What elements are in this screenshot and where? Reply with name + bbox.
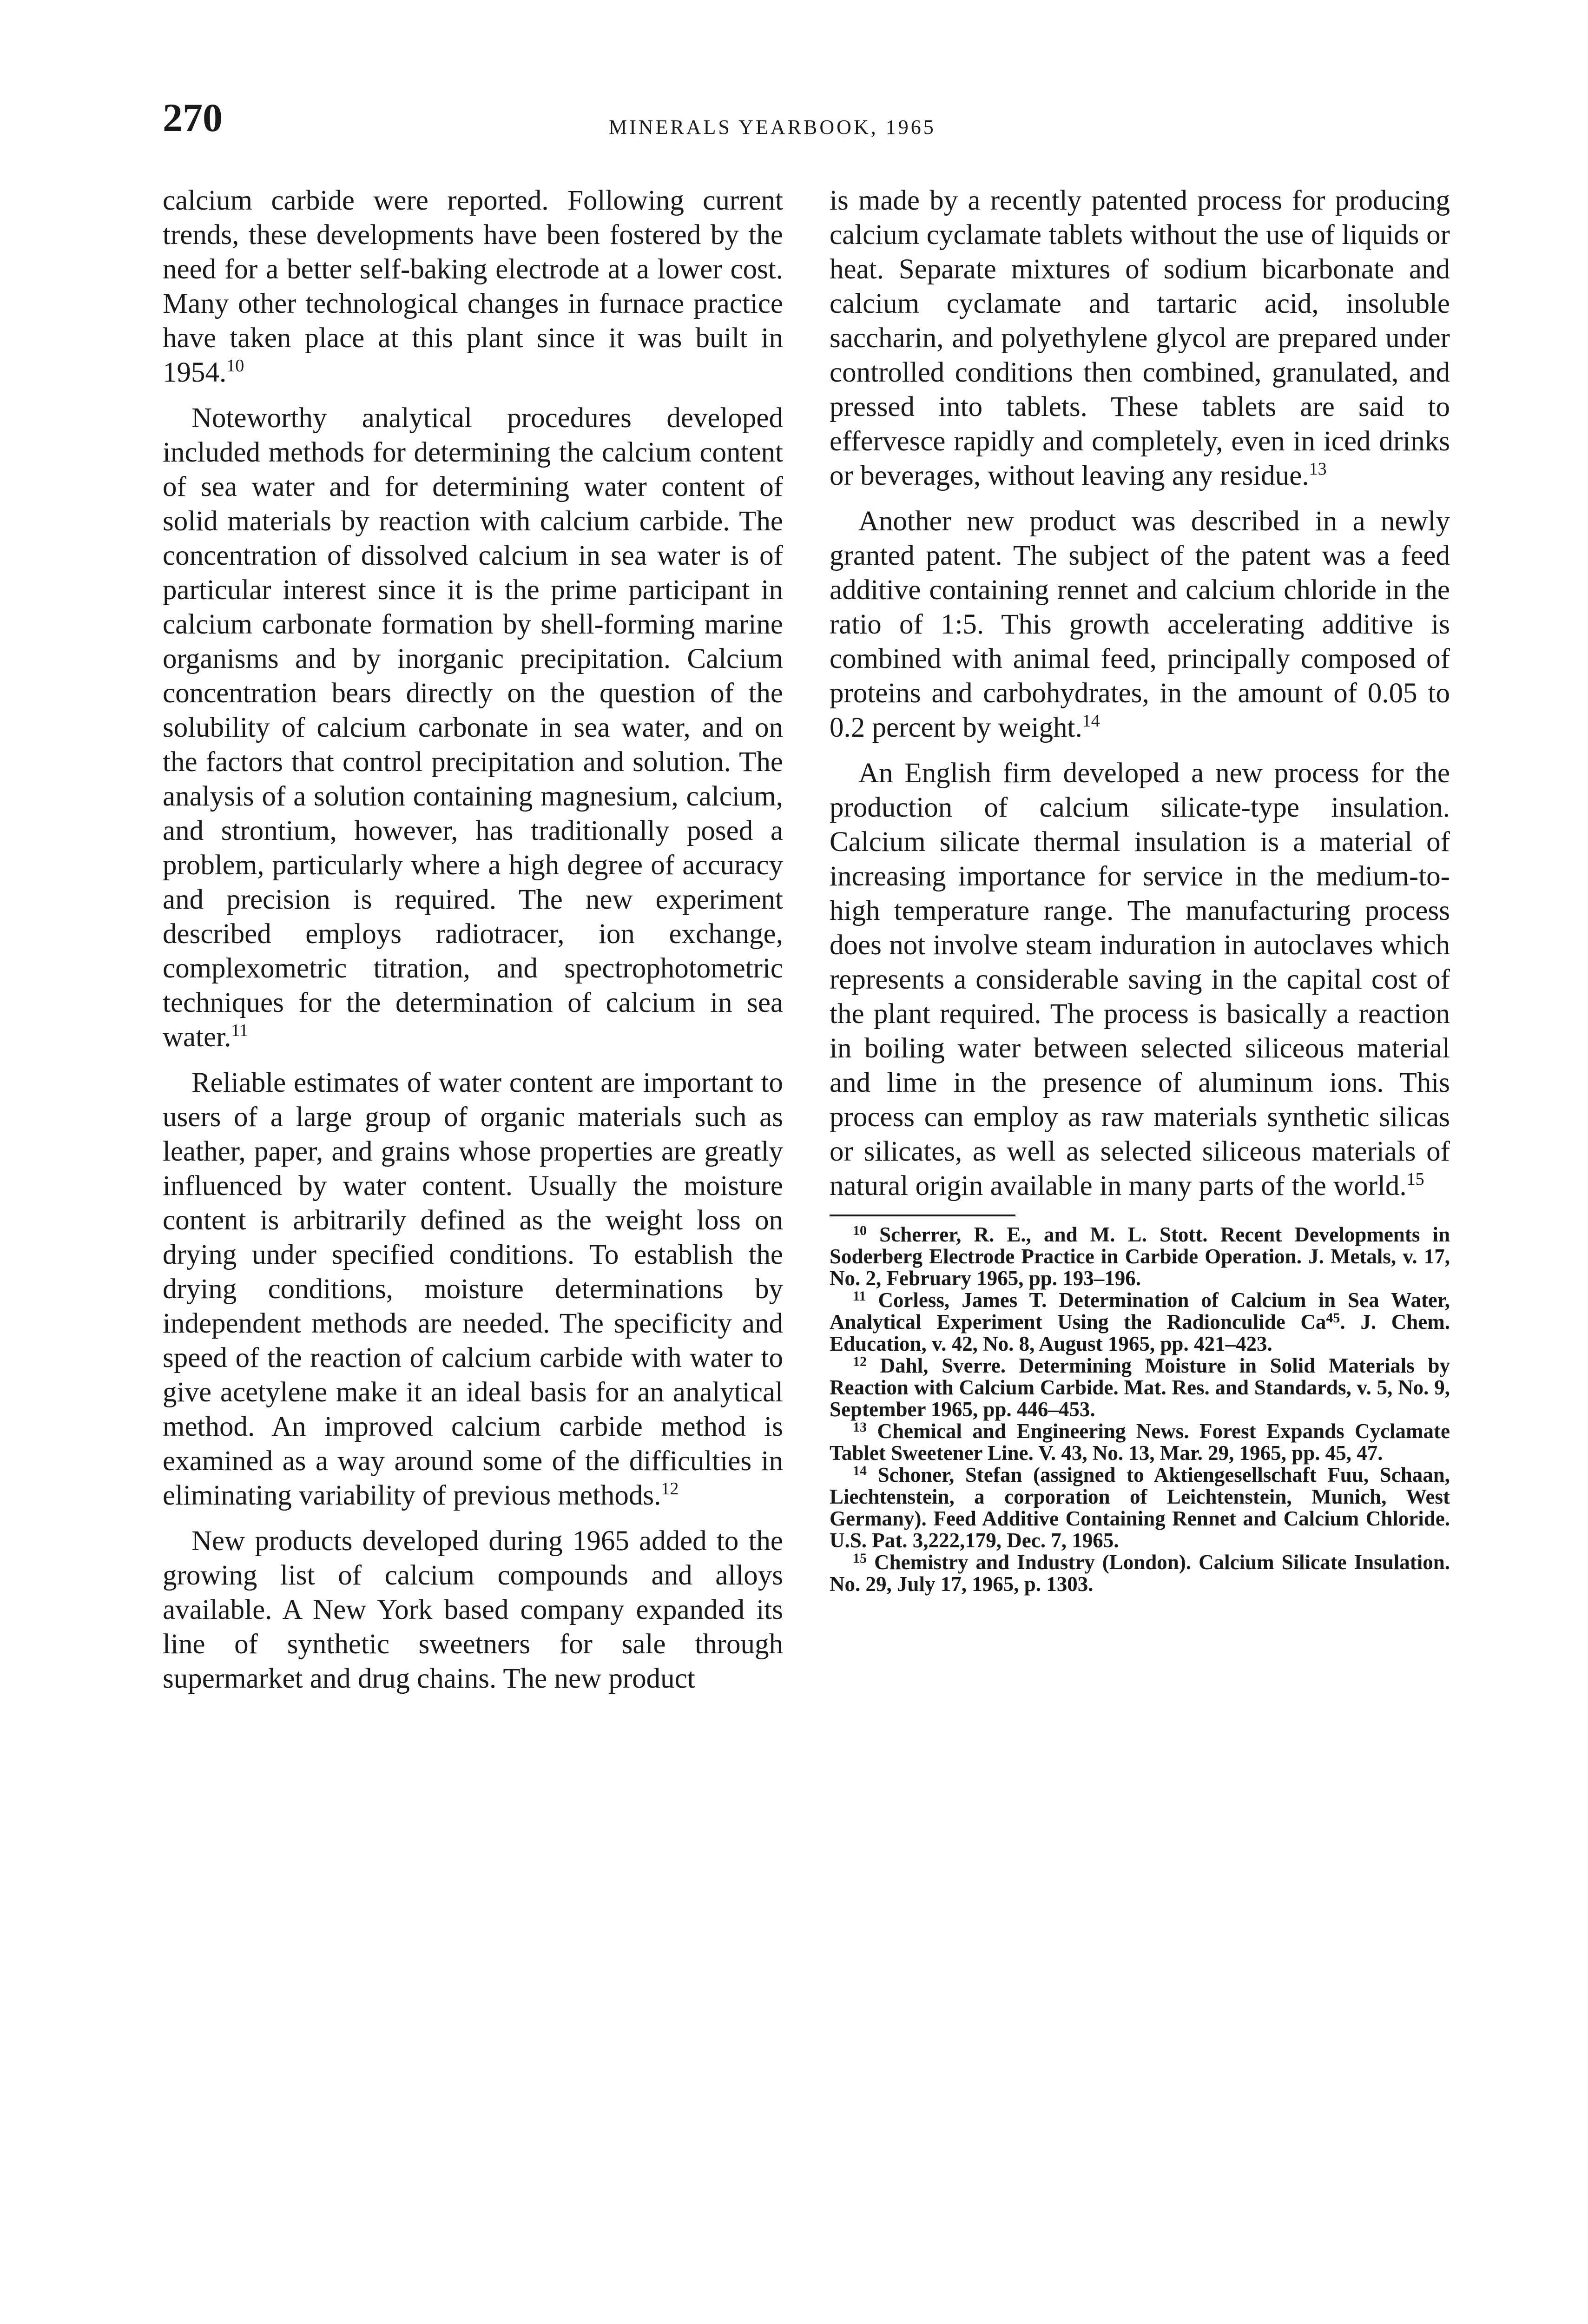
page-number: 270 [163, 95, 223, 140]
footnotes [830, 1224, 1450, 1595]
footnote-ref: 12 [661, 1479, 679, 1499]
footnote-text: Corless, James T. Determination of Calcium in Sea Water, Analytical Experiment Using the Radionculide Ca [830, 1288, 1450, 1334]
footnote-number: 13 [853, 1419, 867, 1435]
paragraph-text: calcium carbide were reported. Following current trends, these developments have been fostered by the need for a better self-baking electrode at a lower cost. Many other technological changes in furnace practice have taken place at this plant since it was built in 1954. [163, 185, 783, 388]
paragraph [163, 401, 783, 1055]
footnote-ref: 13 [1309, 459, 1327, 479]
footnote-number: 11 [853, 1288, 866, 1304]
footnote-ref: 15 [1406, 1169, 1424, 1189]
footnote-ref: 10 [226, 356, 244, 376]
paragraph-text: Reliable estimates of water content are important to users of a large group of organic materials such as leather, paper, and grains whose properties are greatly influenced by water content. Usually the moisture content is arbitrarily defined as the weight loss on drying under specified conditions. To establish the drying conditions, moisture determinations by independent methods are needed. The specificity and speed of the reaction of calcium carbide with water to give acetylene make it an ideal basis for an analytical method. An improved calcium carbide method is examined as a way around some of the difficulties in eliminating variability of previous methods. [163, 1067, 783, 1511]
footnote [830, 1224, 1450, 1289]
paragraph-text: is made by a recently patented process for producing calcium cyclamate tablets without the use of liquids or heat. Separate mixtures of sodium bicarbonate and calcium cyclamate and tartaric acid, insoluble saccharin, and polyethylene glycol are prepared under controlled conditions then combined, granulated, and pressed into tablets. These tablets are said to effervesce rapidly and completely, even in iced drinks or beverages, without leaving any residue. [830, 185, 1450, 491]
paragraph-text: Noteworthy analytical procedures developed included methods for determining the calcium content of sea water and for determining water content of solid materials by reaction with calcium carbide. The concentration of dissolved calcium in sea water is of particular interest since it is the prime participant in calcium carbonate formation by shell-forming marine organisms and by inorganic precipitation. Calcium concentration bears directly on the question of the solubility of calcium carbonate in sea water, and on the factors that control precipitation and solution. The analysis of a solution containing magnesium, calcium, and strontium, however, has traditionally posed a problem, particularly where a high degree of accuracy and precision is required. The new experiment described employs radiotracer, ion exchange, complexometric titration, and spectrophotometric techniques for the determination of calcium in sea water. [163, 403, 783, 1053]
footnote-text: Schoner, Stefan (assigned to Aktiengesellschaft Fuu, Schaan, Liechtenstein, a corporation of Leichtenstein, Munich, West Germany). Feed Additive Containing Rennet and Calcium Chloride. U.S. Pat. 3,222,179, Dec. 7, 1965. [830, 1463, 1450, 1552]
footnote-number: 15 [853, 1551, 867, 1566]
footnote-text: Scherrer, R. E., and M. L. Stott. Recent Developments in Soderberg Electrode Practice in Carbide Operation. J. Metals, v. 17, No. 2, February 1965, pp. 193–196. [830, 1223, 1450, 1290]
paragraph-text: Another new product was described in a newly granted patent. The subject of the patent was a feed additive containing rennet and calcium chloride in the ratio of 1:5. This growth accelerating additive is combined with animal feed, principally composed of proteins and carbohydrates, in the amount of 0.05 to 0.2 percent by weight. [830, 506, 1450, 743]
paragraph [830, 756, 1450, 1203]
footnote [830, 1552, 1450, 1595]
footnote-text: Dahl, Sverre. Determining Moisture in Solid Materials by Reaction with Calcium Carbide. Mat. Res. and Standards, v. 5, No. 9, September 1965, pp. 446–453. [830, 1354, 1450, 1421]
right-column [830, 184, 1450, 1595]
footnote-text: Chemistry and Industry (London). Calcium Silicate Insulation. No. 29, July 17, 1965, p. 1303. [830, 1551, 1450, 1596]
footnote-number: 14 [853, 1463, 867, 1479]
footnote-number: 10 [853, 1223, 867, 1238]
footnote [830, 1355, 1450, 1420]
paragraph [163, 1524, 783, 1696]
footnote-ref: 14 [1082, 711, 1100, 731]
footnote [830, 1289, 1450, 1355]
paragraph-text: New products developed during 1965 added to the growing list of calcium compounds and alloys available. A New York based company expanded its line of synthetic sweetners for sale through supermarket and drug chains. The new product [163, 1525, 783, 1694]
footnote [830, 1420, 1450, 1464]
running-head: MINERALS YEARBOOK, 1965 [609, 116, 936, 139]
paragraph-text: An English firm developed a new process for the production of calcium silicate-type insulation. Calcium silicate thermal insulation is a material of increasing importance for service in the medium-to-high temperature range. The manufacturing process does not involve steam induration in autoclaves which represents a considerable saving in the capital cost of the plant required. The process is basically a reaction in boiling water between selected siliceous material and lime in the presence of aluminum ions. This process can employ as raw materials synthetic silicas or silicates, as well as selected siliceous materials of natural origin available in many parts of the world. [830, 758, 1450, 1202]
paragraph [830, 184, 1450, 493]
left-column [163, 184, 783, 1707]
footnote-text: Chemical and Engineering News. Forest Expands Cyclamate Tablet Sweetener Line. V. 43, No. 13, Mar. 29, 1965, pp. 45, 47. [830, 1419, 1450, 1465]
footnote [830, 1464, 1450, 1552]
footnote-ref: 11 [231, 1021, 248, 1040]
paragraph [163, 184, 783, 390]
footnote-number: 12 [853, 1354, 867, 1369]
footnote-divider [830, 1215, 1015, 1216]
isotope-superscript: 45 [1326, 1310, 1340, 1326]
paragraph [830, 504, 1450, 745]
footnote-text: . J. Chem. Education, v. 42, No. 8, August 1965, pp. 421–423. [830, 1310, 1450, 1355]
paragraph [163, 1066, 783, 1513]
